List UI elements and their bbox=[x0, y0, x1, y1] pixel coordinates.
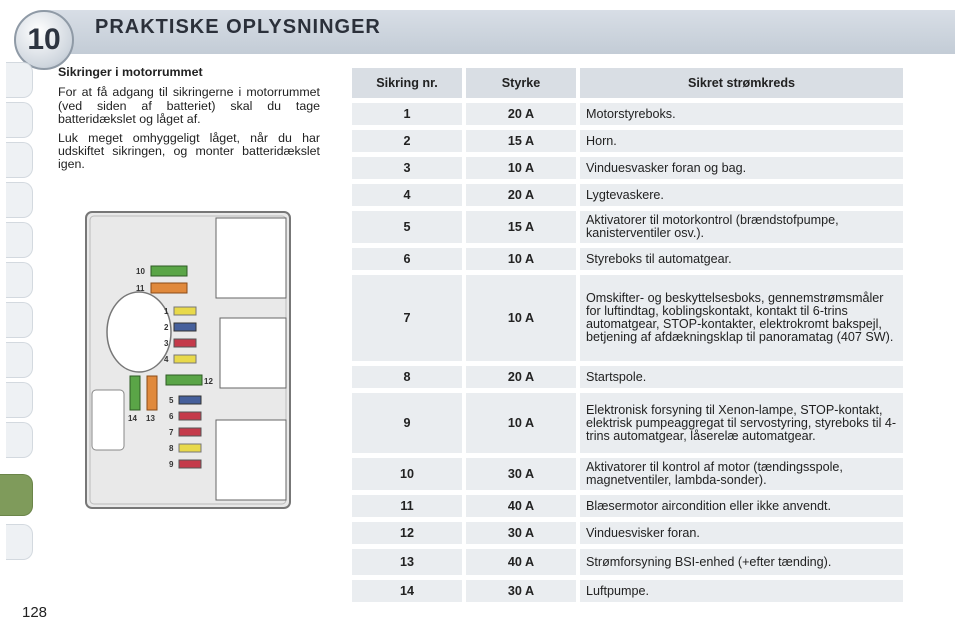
fuse-number: 4 bbox=[352, 184, 462, 206]
fuse-label: 4 bbox=[164, 355, 169, 364]
fuse-number: 10 bbox=[352, 458, 462, 490]
fuse-table bbox=[352, 63, 903, 607]
fuse-label: 7 bbox=[169, 428, 174, 437]
fuse-number: 13 bbox=[352, 549, 462, 575]
fuse-strength: 10 A bbox=[462, 157, 576, 179]
fuse-14 bbox=[130, 376, 140, 410]
fuse-strength: 20 A bbox=[462, 103, 576, 125]
page-title: PRAKTISKE OPLYSNINGER bbox=[95, 16, 381, 38]
table-header-row bbox=[352, 68, 903, 98]
side-tab[interactable] bbox=[6, 222, 33, 258]
table-row bbox=[352, 130, 903, 152]
fuse-13 bbox=[147, 376, 157, 410]
fuse-9 bbox=[179, 460, 201, 468]
side-tab[interactable] bbox=[6, 62, 33, 98]
fuse-label: 10 bbox=[136, 267, 145, 276]
fuse-circuit: Motorstyreboks. bbox=[576, 103, 903, 125]
section-paragraph: Luk meget omhyggeligt låget, når du har udskiftet sikringen, og monter batteridækslet igen. bbox=[58, 130, 320, 172]
relay-compartment bbox=[216, 420, 286, 500]
fuse-strength: 30 A bbox=[462, 458, 576, 490]
table-row bbox=[352, 184, 903, 206]
fuse-number: 9 bbox=[352, 393, 462, 453]
fuse-strength: 10 A bbox=[462, 248, 576, 270]
table-row bbox=[352, 522, 903, 544]
column-header: Sikret strømkreds bbox=[576, 68, 903, 98]
fuse-circuit: Startspole. bbox=[576, 366, 903, 388]
fuse-label: 8 bbox=[169, 444, 174, 453]
fuse-number: 14 bbox=[352, 580, 462, 602]
fuse-strength: 40 A bbox=[462, 549, 576, 575]
spare-compartment bbox=[92, 390, 124, 450]
table-row bbox=[352, 211, 903, 243]
table-row bbox=[352, 103, 903, 125]
side-tab[interactable] bbox=[6, 524, 33, 560]
fuse-12 bbox=[166, 375, 202, 385]
fuse-label: 1 bbox=[164, 307, 169, 316]
column-header: Styrke bbox=[462, 68, 576, 98]
section-paragraph: For at få adgang til sikringerne i motorrummet (ved siden af batteriet) skal du tage batteridækslet og låget af. bbox=[58, 85, 320, 127]
fuse-label: 14 bbox=[128, 414, 137, 423]
side-tab-active[interactable] bbox=[0, 474, 33, 516]
fuse-circuit: Horn. bbox=[576, 130, 903, 152]
relay-compartment bbox=[220, 318, 286, 388]
fuse-label: 13 bbox=[146, 414, 155, 423]
fuse-4 bbox=[174, 355, 196, 363]
fuse-circuit: Luftpumpe. bbox=[576, 580, 903, 602]
side-tab[interactable] bbox=[6, 262, 33, 298]
fuse-circuit: Styreboks til automatgear. bbox=[576, 248, 903, 270]
column-header: Sikring nr. bbox=[352, 68, 462, 98]
fuse-strength: 20 A bbox=[462, 184, 576, 206]
side-tab[interactable] bbox=[6, 142, 33, 178]
chapter-badge: 10 bbox=[14, 10, 74, 70]
fuse-circuit: Blæsermotor aircondition eller ikke anvendt. bbox=[576, 495, 903, 517]
fuse-strength: 15 A bbox=[462, 130, 576, 152]
side-tab[interactable] bbox=[6, 102, 33, 138]
fuse-circuit: Strømforsyning BSI-enhed (+efter tænding). bbox=[576, 549, 903, 575]
table-row bbox=[352, 275, 903, 361]
fuse-strength: 30 A bbox=[462, 580, 576, 602]
table-row bbox=[352, 458, 903, 490]
fuse-number: 7 bbox=[352, 275, 462, 361]
fuse-box-diagram bbox=[84, 210, 292, 510]
fuse-label: 12 bbox=[204, 377, 213, 386]
side-tab[interactable] bbox=[6, 342, 33, 378]
table-row bbox=[352, 393, 903, 453]
fuse-circuit: Vinduesvasker foran og bag. bbox=[576, 157, 903, 179]
fuse-number: 8 bbox=[352, 366, 462, 388]
fuse-label: 9 bbox=[169, 460, 174, 469]
fuse-strength: 10 A bbox=[462, 275, 576, 361]
fuse-5 bbox=[179, 396, 201, 404]
fuse-label: 2 bbox=[164, 323, 169, 332]
fuse-circuit: Lygtevaskere. bbox=[576, 184, 903, 206]
fuse-8 bbox=[179, 444, 201, 452]
side-tab-strip bbox=[0, 62, 34, 582]
fuse-11 bbox=[151, 283, 187, 293]
fuse-number: 5 bbox=[352, 211, 462, 243]
fuse-number: 6 bbox=[352, 248, 462, 270]
table-row bbox=[352, 366, 903, 388]
fuse-circuit: Omskifter- og beskyttelsesboks, gennemstrømsmåler for luftindtag, koblingskontakt, kontakt til 6-trins automatgear, STOP-kontakter, elektrokromt bakspejl, betjening af afdækningsklap til panoramatag (407 SW). bbox=[576, 275, 903, 361]
fuse-strength: 15 A bbox=[462, 211, 576, 243]
side-tab[interactable] bbox=[6, 382, 33, 418]
fuse-label: 6 bbox=[169, 412, 174, 421]
fuse-circuit: Vinduesvisker foran. bbox=[576, 522, 903, 544]
table-row bbox=[352, 549, 903, 575]
side-tab[interactable] bbox=[6, 422, 33, 458]
round-housing bbox=[107, 292, 171, 372]
section-text bbox=[58, 66, 320, 177]
fuse-number: 12 bbox=[352, 522, 462, 544]
page-number: 128 bbox=[22, 604, 48, 621]
fuse-strength: 40 A bbox=[462, 495, 576, 517]
fuse-strength: 30 A bbox=[462, 522, 576, 544]
fuse-10 bbox=[151, 266, 187, 276]
fuse-6 bbox=[179, 412, 201, 420]
fuse-strength: 20 A bbox=[462, 366, 576, 388]
relay-compartment bbox=[216, 218, 286, 298]
fuse-number: 1 bbox=[352, 103, 462, 125]
table-row bbox=[352, 495, 903, 517]
fuse-number: 11 bbox=[352, 495, 462, 517]
fuse-label: 5 bbox=[169, 396, 174, 405]
fuse-label: 11 bbox=[136, 284, 145, 293]
fuse-1 bbox=[174, 307, 196, 315]
table-row bbox=[352, 157, 903, 179]
side-tab[interactable] bbox=[6, 182, 33, 218]
side-tab[interactable] bbox=[6, 302, 33, 338]
fuse-circuit: Elektronisk forsyning til Xenon-lampe, STOP-kontakt, elektrisk pumpeaggregat til servostyring, styreboks til 4-trins automatgear, låserelæ automatgear. bbox=[576, 393, 903, 453]
table-row bbox=[352, 248, 903, 270]
fuse-3 bbox=[174, 339, 196, 347]
fuse-7 bbox=[179, 428, 201, 436]
fuse-strength: 10 A bbox=[462, 393, 576, 453]
fuse-circuit: Aktivatorer til motorkontrol (brændstofpumpe, kanisterventiler osv.). bbox=[576, 211, 903, 243]
section-heading: Sikringer i motorrummet bbox=[58, 65, 203, 79]
fuse-number: 3 bbox=[352, 157, 462, 179]
fuse-number: 2 bbox=[352, 130, 462, 152]
fuse-circuit: Aktivatorer til kontrol af motor (tændingsspole, magnetventiler, lambda-sonder). bbox=[576, 458, 903, 490]
table-row bbox=[352, 580, 903, 602]
fuse-2 bbox=[174, 323, 196, 331]
fuse-label: 3 bbox=[164, 339, 169, 348]
